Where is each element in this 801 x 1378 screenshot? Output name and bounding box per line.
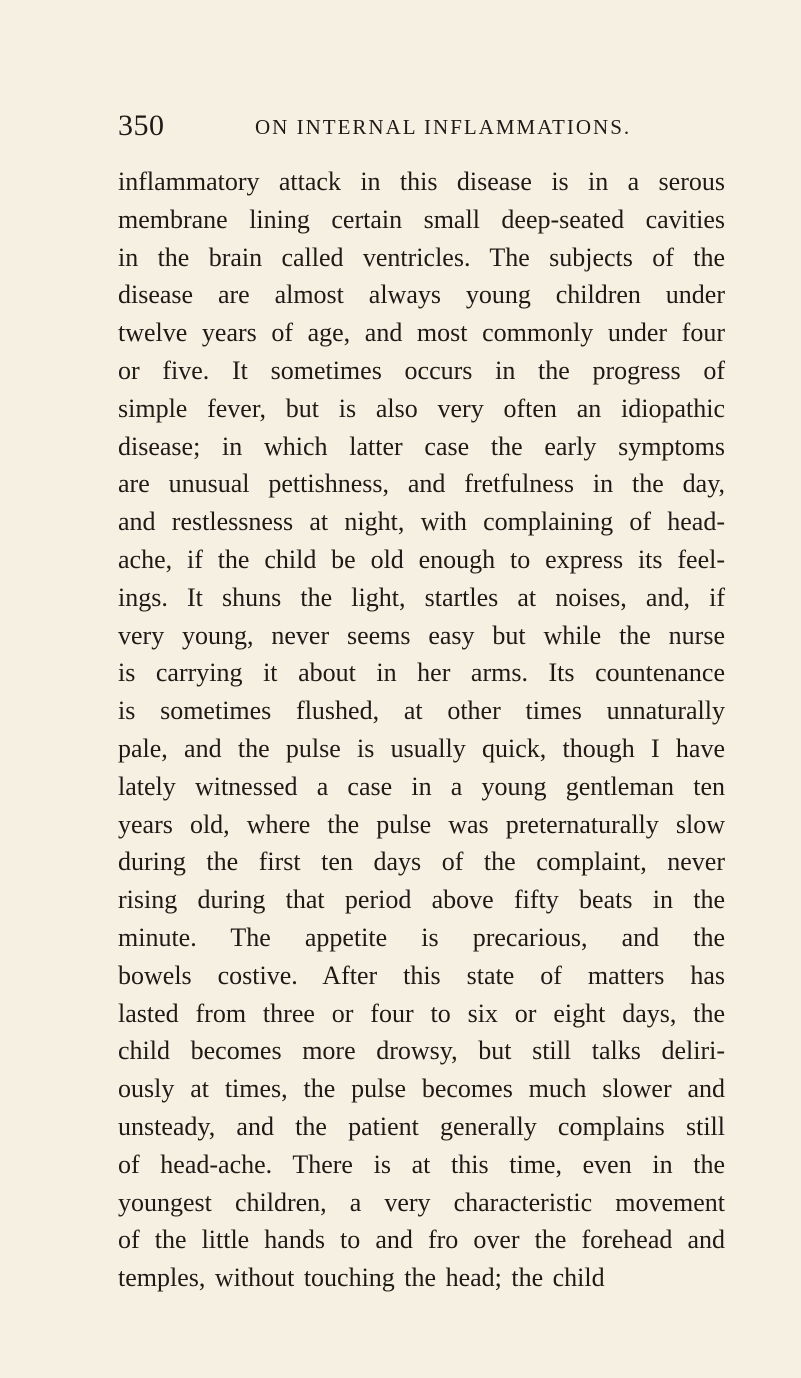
text-line: or five. It sometimes occurs in the progress of xyxy=(118,355,725,385)
text-line: and restlessness at night, with complaining of head- xyxy=(118,507,725,537)
text-line: are unusual pettishness, and fretfulness in the day, xyxy=(118,469,725,499)
text-line: inflammatory attack in this disease is in a serous xyxy=(118,167,725,196)
text-line: during the first ten days of the complaint, never xyxy=(118,847,725,877)
text-line: in the brain called ventricles. The subjects of the xyxy=(118,242,725,272)
text-line: minute. The appetite is precarious, and the xyxy=(118,922,725,952)
body-text xyxy=(118,163,725,1297)
running-title: ON INTERNAL INFLAMMATIONS. xyxy=(255,115,632,139)
page-header xyxy=(118,106,725,146)
text-line: of the little hands to and fro over the forehead and xyxy=(118,1225,725,1255)
text-line: bowels costive. After this state of matters has xyxy=(118,960,725,990)
text-line: pale, and the pulse is usually quick, though I have xyxy=(118,733,725,763)
text-line: simple fever, but is also very often an idiopathic xyxy=(118,393,725,423)
text-line: ously at times, the pulse becomes much slower and xyxy=(118,1074,725,1104)
text-line: very young, never seems easy but while the nurse xyxy=(118,620,725,650)
text-line: ache, if the child be old enough to express its feel- xyxy=(118,544,725,574)
text-line: membrane lining certain small deep-seated cavities xyxy=(118,204,725,234)
text-line: disease; in which latter case the early symptoms xyxy=(118,431,725,461)
text-line: disease are almost always young children under xyxy=(118,280,725,310)
text-line: child becomes more drowsy, but still talks deliri- xyxy=(118,1036,725,1066)
text-line: temples, without touching the head; the child xyxy=(118,1263,605,1293)
text-line: lately witnessed a case in a young gentleman ten xyxy=(118,771,725,801)
text-line: ings. It shuns the light, startles at noises, and, if xyxy=(118,582,725,612)
text-line: rising during that period above fifty beats in the xyxy=(118,885,725,915)
text-line: of head-ache. There is at this time, even in the xyxy=(118,1149,725,1179)
text-line: is carrying it about in her arms. Its countenance xyxy=(118,658,725,688)
page-number: 350 xyxy=(118,109,165,142)
text-line: years old, where the pulse was preternaturally slow xyxy=(118,809,725,839)
text-line: is sometimes flushed, at other times unnaturally xyxy=(118,696,725,726)
text-line: unsteady, and the patient generally complains still xyxy=(118,1111,725,1141)
text-line: lasted from three or four to six or eight days, the xyxy=(118,998,725,1028)
text-line: twelve years of age, and most commonly under four xyxy=(118,318,725,348)
text-line: youngest children, a very characteristic movement xyxy=(118,1187,725,1217)
